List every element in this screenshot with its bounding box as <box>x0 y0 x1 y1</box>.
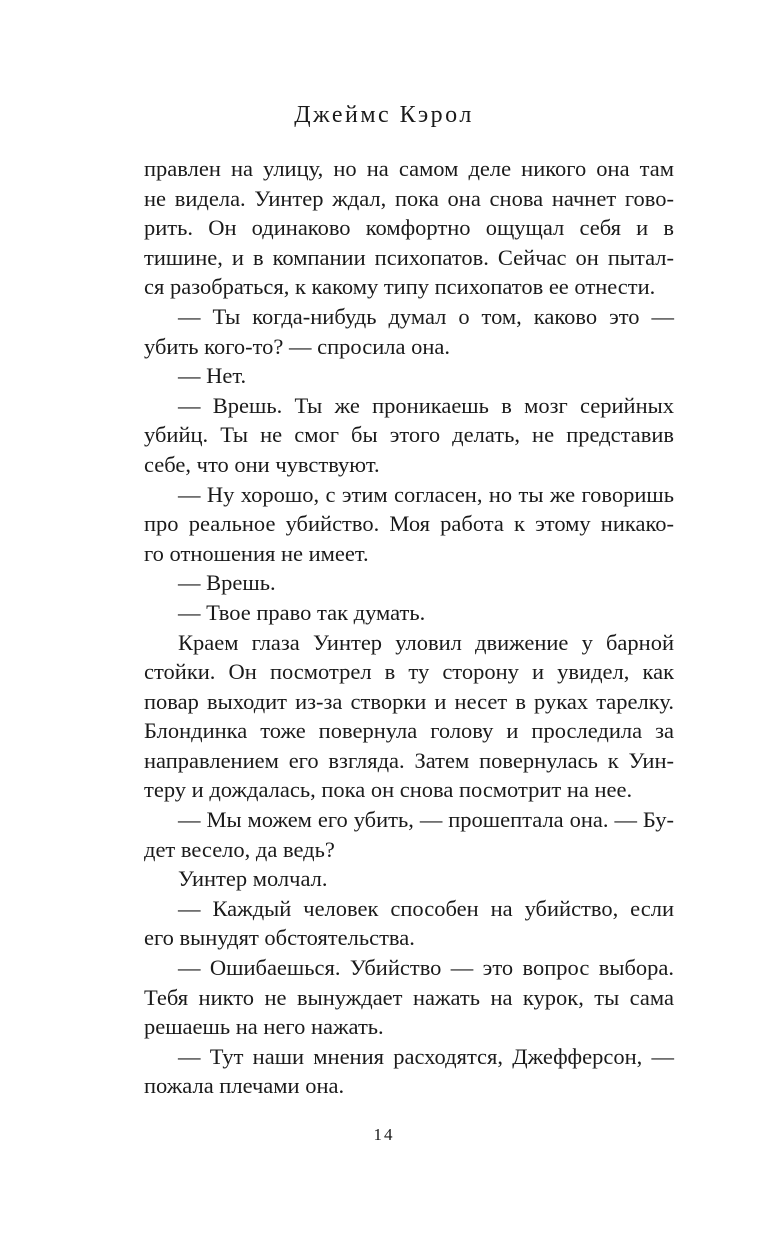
text-line: — Ты когда-нибудь думал о том, каково это — <box>178 303 674 329</box>
text-line: ся разобраться, к какому типу психопатов ее отнести. <box>144 274 656 300</box>
text-line: Уинтер молчал. <box>178 866 328 892</box>
text-line: го отношения не имеет. <box>144 540 369 566</box>
page-number: 14 <box>373 1125 395 1144</box>
text-line: его вынудят обстоятельства. <box>144 925 415 951</box>
text-line: — Ошибаешься. Убийство — это вопрос выбора. <box>178 955 674 981</box>
text-line: дет весело, да ведь? <box>144 836 335 862</box>
text-line: правлен на улицу, но на самом деле никого она там <box>144 156 674 181</box>
text-line: тишине, и в компании психопатов. Сейчас он пытал- <box>144 244 674 270</box>
text-line: — Ну хорошо, с этим согласен, но ты же говоришь <box>178 481 674 507</box>
body-text <box>144 154 674 1101</box>
text-line: — Нет. <box>178 363 247 389</box>
text-line: теру и дождалась, пока он снова посмотрит на нее. <box>144 777 633 803</box>
text-line: решаешь на него нажать. <box>144 1014 384 1040</box>
text-line: Тебя никто не вынуждает нажать на курок, ты сама <box>144 984 674 1010</box>
text-line: убийц. Ты не смог бы этого делать, не представив <box>144 422 674 448</box>
text-line: пожала плечами она. <box>144 1073 345 1099</box>
text-line: стойки. Он посмотрел в ту сторону и увидел, как <box>144 659 674 685</box>
text-line: не видела. Уинтер ждал, пока она снова начнет гово- <box>144 185 674 211</box>
running-head: Джеймс Кэрол <box>294 102 474 128</box>
text-line: — Тут наши мнения расходятся, Джефферсон, — <box>178 1043 674 1069</box>
text-line: убить кого-то? — спросила она. <box>144 333 450 359</box>
text-line: — Мы можем его убить, — прошептала она. — Бу- <box>178 807 674 833</box>
text-line: — Каждый человек способен на убийство, если <box>178 895 674 921</box>
text-line: про реальное убийство. Моя работа к этому никако- <box>144 511 674 537</box>
text-line: — Врешь. Ты же проникаешь в мозг серийных <box>178 392 674 418</box>
text-line: себе, что они чувствуют. <box>144 451 380 477</box>
text-line: рить. Он одинаково комфортно ощущал себя и в <box>144 215 674 241</box>
text-line: Блондинка тоже повернула голову и проследила за <box>144 718 674 744</box>
text-line: — Врешь. <box>178 570 276 596</box>
text-line: направлением его взгляда. Затем повернулась к Уин- <box>144 747 674 773</box>
text-line: повар выходит из-за створки и несет в руках тарелку. <box>144 688 674 714</box>
text-line: Краем глаза Уинтер уловил движение у барной <box>178 629 674 655</box>
text-line: — Твое право так думать. <box>178 599 426 625</box>
